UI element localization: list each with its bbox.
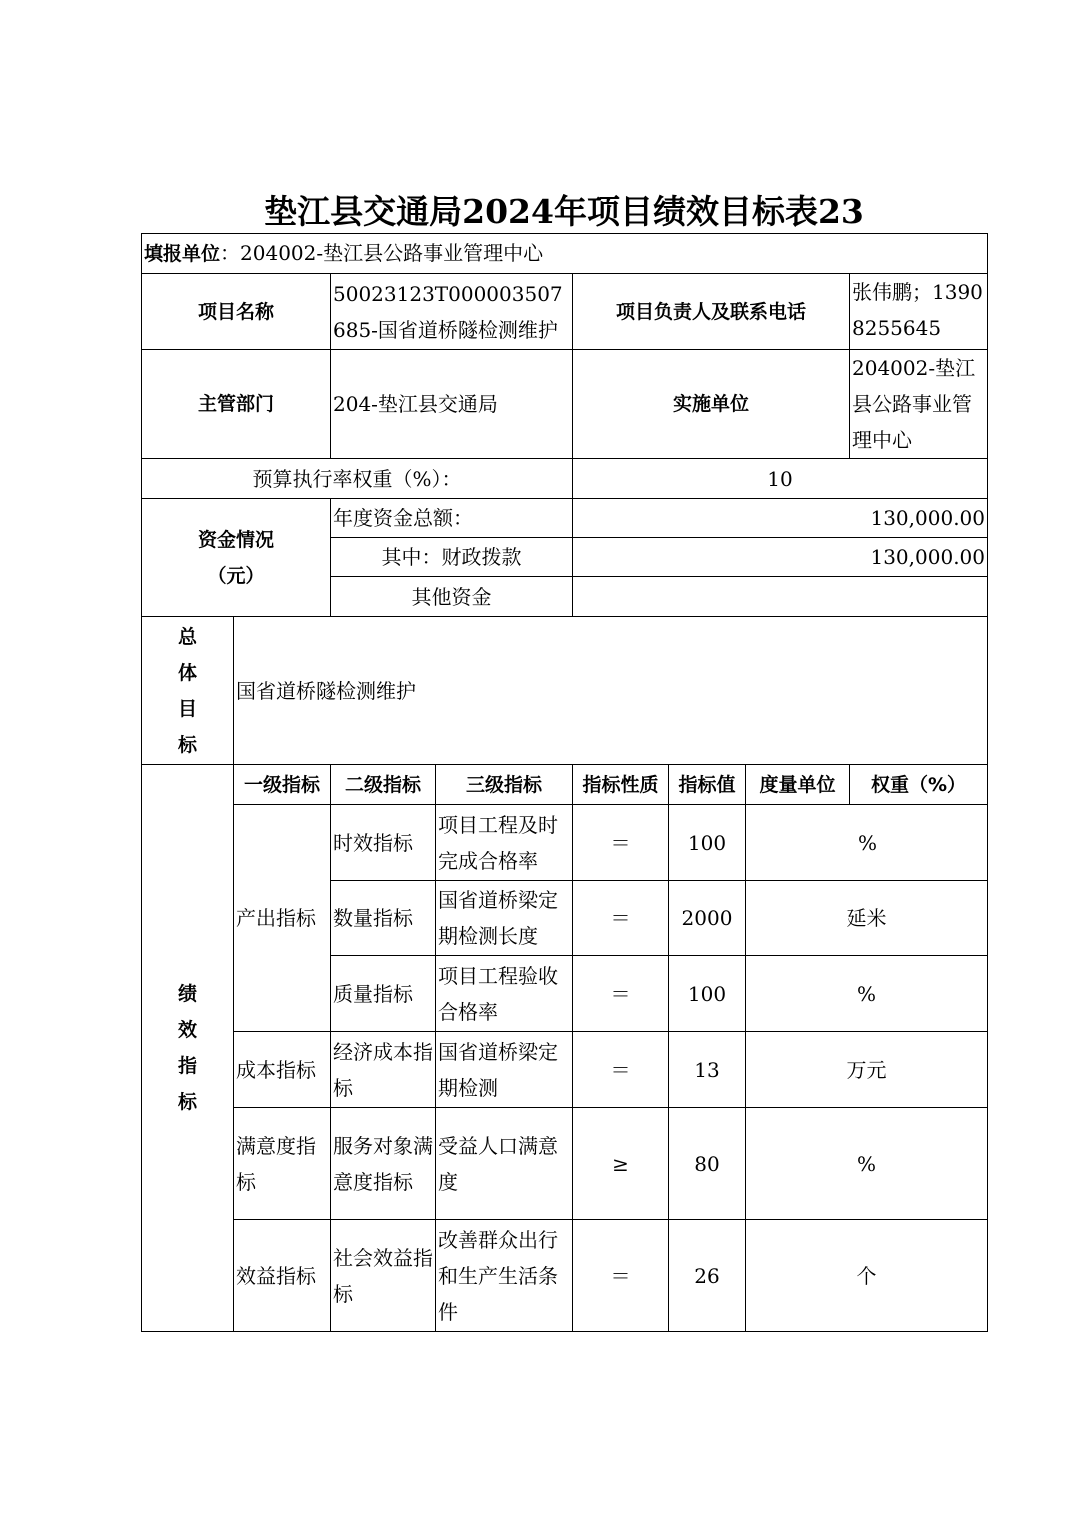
other-funds-label: 其他资金 — [331, 577, 573, 617]
budget-rate-value: 10 — [573, 459, 988, 499]
unit-cell: % — [746, 956, 988, 1032]
value-cell: 100 — [669, 956, 746, 1032]
unit-cell: % — [746, 1108, 988, 1220]
header-level1: 一级指标 — [234, 765, 331, 805]
header-weight: 权重（%） — [850, 765, 988, 805]
unit-cell: 万元 — [746, 1032, 988, 1108]
nature-cell: ＝ — [573, 1220, 669, 1332]
header-level3: 三级指标 — [436, 765, 573, 805]
indicators-char: 效 — [177, 1019, 197, 1041]
overall-goal-label — [142, 617, 234, 765]
other-funds-value — [573, 577, 988, 617]
indicators-label — [142, 765, 234, 1332]
project-leader-value: 张伟鹏；13908255645 — [850, 274, 988, 350]
level3-cell: 国省道桥梁定期检测 — [436, 1032, 573, 1108]
level3-cell: 项目工程及时完成合格率 — [436, 805, 573, 881]
value-cell: 2000 — [669, 881, 746, 956]
unit-cell: 个 — [746, 1220, 988, 1332]
level2-cell: 服务对象满意度指标 — [331, 1108, 436, 1220]
overall-goal-char: 体 — [177, 661, 197, 684]
level1-cell: 效益指标 — [234, 1220, 331, 1332]
level3-cell: 国省道桥梁定期检测长度 — [436, 881, 573, 956]
table-row — [142, 805, 988, 881]
nature-cell: ＝ — [573, 881, 669, 956]
level2-cell: 经济成本指标 — [331, 1032, 436, 1108]
level2-cell: 社会效益指标 — [331, 1220, 436, 1332]
nature-cell: ＝ — [573, 1032, 669, 1108]
level2-cell: 质量指标 — [331, 956, 436, 1032]
overall-goal-value: 国省道桥隧检测维护 — [234, 617, 988, 765]
supervisor-value: 204-垫江县交通局 — [331, 350, 573, 459]
funds-label — [142, 499, 331, 617]
value-cell: 26 — [669, 1220, 746, 1332]
level2-cell: 数量指标 — [331, 881, 436, 956]
performance-target-table — [141, 233, 988, 1332]
level3-cell: 项目工程验收合格率 — [436, 956, 573, 1032]
value-cell: 13 — [669, 1032, 746, 1108]
project-name-label: 项目名称 — [142, 274, 331, 350]
unit-cell: % — [746, 805, 988, 881]
table-row — [142, 1108, 988, 1220]
level1-cell: 满意度指标 — [234, 1108, 331, 1220]
overall-goal-char: 标 — [177, 733, 197, 756]
fiscal-value: 130,000.00 — [573, 538, 988, 577]
level1-cell: 产出指标 — [234, 805, 331, 1032]
header-level2: 二级指标 — [331, 765, 436, 805]
budget-rate-label: 预算执行率权重（%）： — [142, 459, 573, 499]
indicators-char: 绩 — [177, 983, 197, 1005]
project-leader-label: 项目负责人及联系电话 — [573, 274, 850, 350]
value-cell: 100 — [669, 805, 746, 881]
nature-cell: ≥ — [573, 1108, 669, 1220]
level3-cell: 受益人口满意度 — [436, 1108, 573, 1220]
indicators-char: 指 — [177, 1055, 197, 1077]
overall-goal-char: 目 — [177, 697, 197, 720]
table-row — [142, 1032, 988, 1108]
funds-label-line2: （元） — [207, 564, 265, 587]
level1-cell: 成本指标 — [234, 1032, 331, 1108]
implementer-value: 204002-垫江县公路事业管理中心 — [850, 350, 988, 459]
fill-unit-value: ：204002-垫江县公路事业管理中心 — [220, 241, 544, 265]
project-name-value: 50023123T000003507685-国省道桥隧检测维护 — [331, 274, 573, 350]
header-value: 指标值 — [669, 765, 746, 805]
value-cell: 80 — [669, 1108, 746, 1220]
level2-cell: 时效指标 — [331, 805, 436, 881]
nature-cell: ＝ — [573, 956, 669, 1032]
level3-cell: 改善群众出行和生产生活条件 — [436, 1220, 573, 1332]
header-nature: 指标性质 — [573, 765, 669, 805]
header-unit: 度量单位 — [746, 765, 850, 805]
funds-label-line1: 资金情况 — [197, 528, 274, 551]
page-title: 垫江县交通局2024年项目绩效目标表23 — [264, 192, 864, 231]
supervisor-label: 主管部门 — [142, 350, 331, 459]
fill-unit-row — [142, 234, 988, 274]
unit-cell: 延米 — [746, 881, 988, 956]
annual-total-label: 年度资金总额： — [331, 499, 573, 538]
nature-cell: ＝ — [573, 805, 669, 881]
fill-unit-label: 填报单位 — [144, 243, 221, 265]
overall-goal-char: 总 — [177, 625, 197, 648]
fiscal-label: 其中：财政拨款 — [331, 538, 573, 577]
indicators-char: 标 — [177, 1091, 197, 1113]
implementer-label: 实施单位 — [573, 350, 850, 459]
annual-total-value: 130,000.00 — [573, 499, 988, 538]
table-row — [142, 1220, 988, 1332]
